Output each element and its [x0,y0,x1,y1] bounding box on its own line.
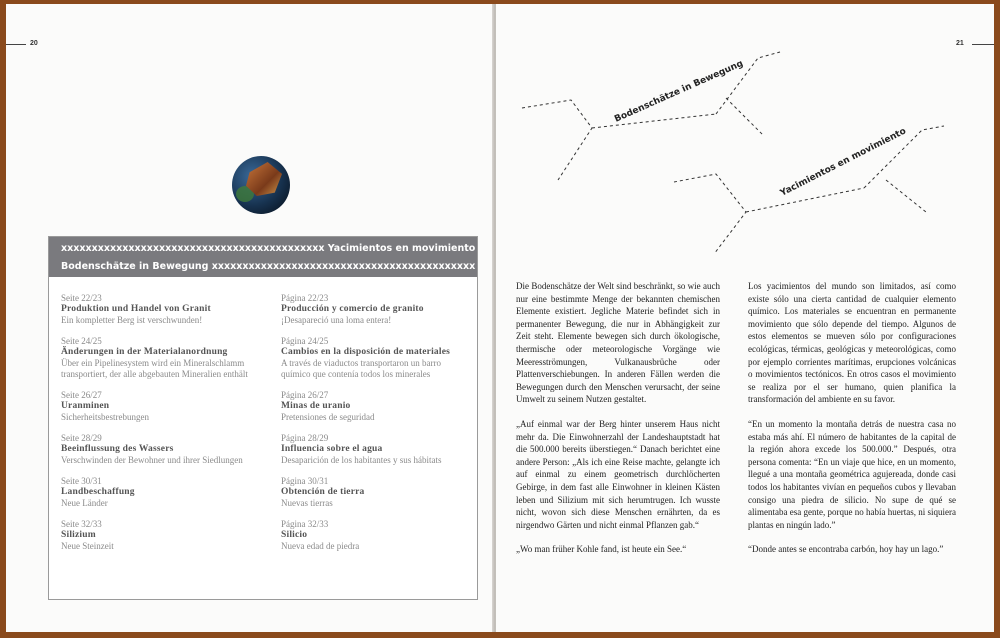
toc-entry-page: Página 30/31 [281,476,329,486]
paragraph: “Donde antes se encontraba carbón, hoy hay un lago.” [748,544,944,555]
right-page [496,4,994,632]
diagram-dashed-line [592,114,716,128]
toc-entry-subtitle: Neue Länder [61,498,108,508]
toc-header-line-spanish: xxxxxxxxxxxxxxxxxxxxxxxxxxxxxxxxxxxxxxxxxxx Yacimientos en movimiento [61,243,476,254]
toc-entry-title: Landbeschaffung [61,487,135,497]
toc-entry-subtitle: Nueva edad de piedra [281,541,360,551]
diagram-label-spanish: Yacimientos en movimiento [778,126,908,199]
toc-entry-page: Página 32/33 [281,519,329,529]
diagram-dashed-line [726,98,764,136]
toc-entry [61,336,271,380]
toc-entry-subtitle: Ein kompletter Berg ist verschwunden! [61,315,203,325]
toc-entry-page: Seite 26/27 [61,390,102,400]
toc-header [49,237,477,277]
toc-entry-title: Silizium [61,530,96,540]
toc-entry-subtitle: Nuevas tierras [281,498,333,508]
toc-entry-subtitle: Pretensiones de seguridad [281,412,375,422]
toc-entry-title: Cambios en la disposición de materiales [281,347,451,357]
toc-entry [61,433,271,466]
toc-entry-page: Página 24/25 [281,336,329,346]
toc-entry-title: Änderungen in der Materialanordnung [61,347,228,357]
globe-image [232,156,290,214]
toc-entry [61,519,271,552]
toc-column-german [61,293,271,562]
spanish-text-column [748,280,956,568]
diagram-dashed-line [746,188,864,212]
toc-entry [61,390,271,423]
toc-entry [61,476,271,509]
toc-entry [281,336,471,380]
toc-entry-title: Uranminen [61,401,110,411]
toc-entry [61,293,271,326]
toc-entry [281,433,471,466]
paragraph: „Wo man früher Kohle fand, ist heute ein See.“ [516,544,687,555]
toc-entry-subtitle: Über ein Pipelinesystem wird ein Mineralschlamm transportiert, der alle abgebauten Mineralien enthält [61,358,248,379]
german-text-column [516,280,720,568]
diagram-dashed-line [674,174,746,254]
toc-entry-subtitle: Sicherheitsbestrebungen [61,412,149,422]
book-spread [6,4,994,632]
toc-entry-title: Obtención de tierra [281,487,365,497]
toc-entry-page: Seite 30/31 [61,476,102,486]
toc-entry-page: Página 22/23 [281,293,329,303]
toc-entry-title: Beeinflussung des Wassers [61,444,174,454]
movement-diagram [496,44,994,264]
toc-entry-subtitle: A través de viaductos transportaron un barro químico que contenía todos los minerales [281,358,441,379]
page-number: 21 [956,40,964,47]
toc-entry-title: Influencia sobre el agua [281,444,383,454]
toc-entry-subtitle: ¡Desapareció una loma entera! [281,315,392,325]
toc-header-line-german: Bodenschätze in Bewegung xxxxxxxxxxxxxxxxxxxxxxxxxxxxxxxxxxxxxxxxxxx [61,261,476,272]
diagram-dashed-line [522,100,592,180]
page-number: 20 [30,40,38,47]
toc-entry-subtitle: Verschwinden der Bewohner und ihrer Siedlungen [61,455,243,465]
toc-entry-title: Minas de uranio [281,401,351,411]
toc-entry-page: Seite 32/33 [61,519,102,529]
toc-entry-page: Página 26/27 [281,390,329,400]
paragraph: „Auf einmal war der Berg hinter unserem Haus nicht mehr da. Die Einwohnerzahl der Landeshauptstadt hat die 500.000 bereits überstiegen.“ Danach berichtet eine andere Person: „Als ich eine Reise machte, gelangte ich auf einmal zu einem geometrisch durchlöcherten Gebirge, in dem fast alle Einwohner in kleinen Kästen leben und Silizium mit sich herumtrugen. Ich wusste nicht, wovon sich diese Menschen ernährten, da es nirgendwo Gärten und nicht einmal Pflanzen gab.“ [516,418,720,530]
page-number-rule [6,44,26,45]
toc-column-spanish [281,293,471,562]
toc-entry-subtitle: Desaparición de los habitantes y sus hábitats [281,455,442,465]
toc-entry [281,390,471,423]
paragraph: Die Bodenschätze der Welt sind beschränkt, so wie auch nur eine bestimmte Menge der bekannten chemischen Elemente existiert. Jegliche Materie befindet sich in permanenter Bewegung, die nur in Abhängigkeit zur Zeit steht. Elemente bewegen sich durch ökologische, thermische oder meteorologische Vorgänge wie Meeresströmungen, Vulkanausbrüche oder Plattenverschiebungen. In anderen Fällen werden die Bewegungen durch den Menschen verursacht, der seine Umwelt zu seinem Nutzen gestaltet. [516,281,720,405]
paragraph: “En un momento la montaña detrás de nuestra casa no estaba más ahí. El número de habitantes de la capital de la región ahora excede los 500.000.” Después, otra persona comenta: “En un viaje que hice, en un momento, llegué a una montaña geométrica agujereada, donde casi todos los habitantes vivían en pequeños cubos y llevaban consigo una piedra de silicio. No supe de qué se alimentaba esa gente, porque no había huertas, ni siquiera plantas en ningún lado.” [748,418,956,530]
toc-entry [281,293,471,326]
paragraph: Los yacimientos del mundo son limitados, así como existe sólo una cierta cantidad de cualquier elemento químico. Los materiales se encuentran en permanente movimiento que sólo depende del tiempo. Algunos de estos elementos se mueven sólo por configuraciones ecológicas, térmicas, geológicas y meteorológicas, como por ejemplo corrientes marítimas, erupciones volcánicas o movimientos tectónicos. En otros casos el movimiento se realiza por el ser humano, quien planifica la transformación del ambiente en su favor. [748,281,956,405]
toc-entry-page: Seite 24/25 [61,336,102,346]
table-of-contents [48,236,478,600]
diagram-dashed-line [716,52,780,114]
toc-entry-page: Seite 28/29 [61,433,102,443]
toc-entry [281,519,471,552]
toc-entry-page: Seite 22/23 [61,293,102,303]
diagram-dashed-line [886,180,926,212]
toc-entry [281,476,471,509]
toc-entry-title: Producción y comercio de granito [281,304,424,314]
globe-rock-overlay [246,162,282,196]
toc-entry-title: Silicio [281,530,308,540]
diagram-label-german: Bodenschätze in Bewegung [613,58,745,125]
toc-entry-page: Página 28/29 [281,433,329,443]
toc-entry-subtitle: Neue Steinzeit [61,541,114,551]
left-page [6,4,494,632]
toc-entry-title: Produktion und Handel von Granit [61,304,211,314]
